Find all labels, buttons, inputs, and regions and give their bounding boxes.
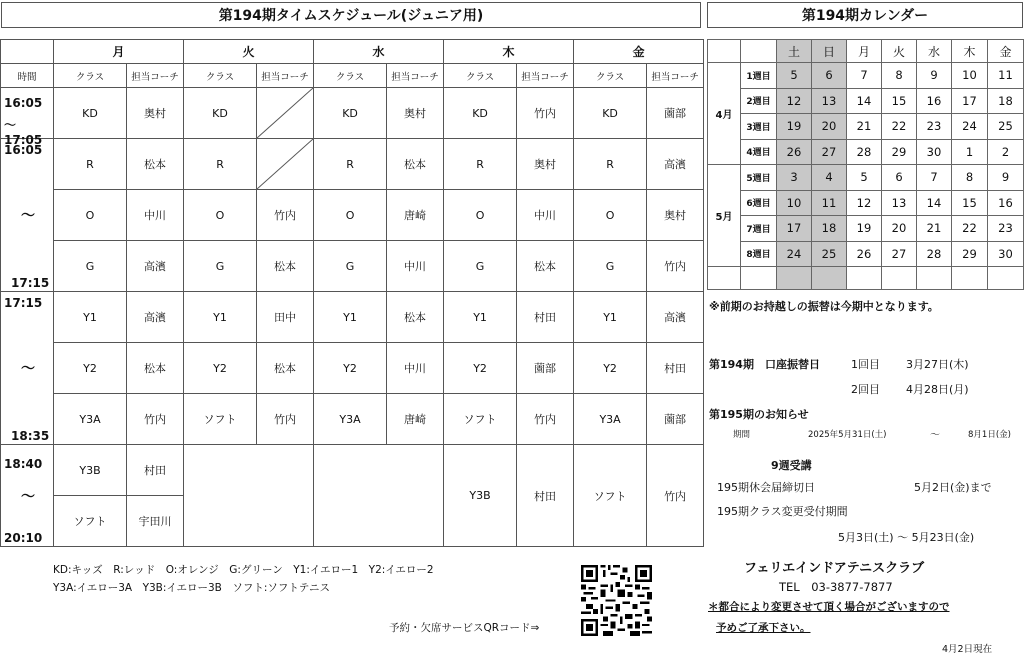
calendar-blank-row: [847, 267, 882, 290]
class-cell: Y3A: [574, 394, 647, 445]
change-notice: ＊都合により変更させて頂く場合がございますので: [708, 601, 950, 613]
coach-cell: 竹内: [647, 241, 704, 292]
period-end: 8月1日(金): [968, 430, 1011, 440]
calendar-day: 13: [812, 88, 847, 114]
coach-cell: 田中: [257, 292, 314, 343]
calendar-day: 12: [847, 190, 882, 216]
weekday-header: 土: [777, 40, 812, 63]
day-header: 火: [184, 40, 314, 64]
coach-cell: 奥村: [387, 88, 444, 139]
class-cell: Y3B: [54, 445, 127, 496]
calendar-day: 8: [882, 63, 917, 89]
coach-cell: 中川: [387, 241, 444, 292]
coach-header: 担当コーチ: [257, 64, 314, 88]
calendar-day: 26: [847, 241, 882, 267]
coach-cell: 竹内: [517, 394, 574, 445]
calendar-blank-row: [708, 267, 741, 290]
club-name: フェリエインドアテニスクラブ: [744, 561, 925, 576]
class-header: クラス: [54, 64, 127, 88]
calendar-day: 15: [952, 190, 988, 216]
class-cell: O: [314, 190, 387, 241]
transfer-2-date: 4月28日(月): [906, 383, 969, 396]
time-slot-3: [1, 292, 54, 445]
calendar-day: 19: [847, 216, 882, 242]
calendar-day: 16: [917, 88, 952, 114]
empty-slash-cell: [257, 139, 314, 190]
calendar-blank-row: [917, 267, 952, 290]
class-header: クラス: [314, 64, 387, 88]
week-label: 1週目: [741, 63, 777, 89]
next-term-title: 第195期のお知らせ: [709, 408, 809, 421]
class-cell: R: [574, 139, 647, 190]
schedule-table: [0, 39, 704, 547]
class-cell: Y3A: [54, 394, 127, 445]
calendar-day: 8: [952, 165, 988, 191]
coach-header: 担当コーチ: [387, 64, 444, 88]
calendar-day: 11: [988, 63, 1024, 89]
class-cell: G: [314, 241, 387, 292]
legend-line-1: KD:キッズ R:レッド O:オレンジ G:グリーン Y1:イエロー1 Y2:イエロー2: [53, 564, 434, 576]
calendar-blank-row: [882, 267, 917, 290]
class-cell: G: [54, 241, 127, 292]
coach-cell: 松本: [387, 292, 444, 343]
weekday-header: 日: [812, 40, 847, 63]
class-cell: ソフト: [54, 496, 127, 547]
coach-cell: 唐崎: [387, 190, 444, 241]
calendar-day: 27: [812, 139, 847, 165]
calendar-title: 第194期カレンダー: [707, 2, 1023, 28]
class-cell: G: [184, 241, 257, 292]
club-tel: TEL 03-3877-7877: [779, 580, 893, 594]
coach-cell: 竹内: [127, 394, 184, 445]
calendar-corner: [741, 40, 777, 63]
calendar-day: 6: [882, 165, 917, 191]
class-header: クラス: [444, 64, 517, 88]
class-cell: Y1: [574, 292, 647, 343]
calendar-day: 24: [777, 241, 812, 267]
leave-deadline-date: 5月2日(金)まで: [914, 481, 992, 494]
coach-cell: 竹内: [647, 445, 704, 547]
class-cell: Y2: [184, 343, 257, 394]
calendar-day: 5: [847, 165, 882, 191]
tilde: ～: [21, 488, 35, 505]
coach-header: 担当コーチ: [127, 64, 184, 88]
calendar-day: 30: [917, 139, 952, 165]
calendar-day: 9: [917, 63, 952, 89]
calendar-blank-row: [741, 267, 777, 290]
calendar-day: 24: [952, 114, 988, 140]
empty-slash-cell: [257, 88, 314, 139]
calendar-day: 10: [777, 190, 812, 216]
class-change-range: 5月3日(土) ～ 5月23日(金): [838, 531, 975, 544]
legend-line-2: Y3A:イエロー3A Y3B:イエロー3B ソフト:ソフトテニス: [53, 582, 330, 594]
calendar-day: 1: [952, 139, 988, 165]
coach-cell: 松本: [127, 343, 184, 394]
class-cell: KD: [54, 88, 127, 139]
calendar-day: 23: [988, 216, 1024, 242]
calendar-day: 2: [988, 139, 1024, 165]
time-end: 20:10: [4, 531, 43, 545]
class-cell: KD: [444, 88, 517, 139]
qr-code-icon[interactable]: [581, 565, 652, 636]
calendar-day: 19: [777, 114, 812, 140]
coach-cell: 村田: [127, 445, 184, 496]
calendar-day: 29: [882, 139, 917, 165]
calendar-table: [707, 39, 1024, 290]
tilde: ～: [21, 361, 35, 377]
week-label: 4週目: [741, 139, 777, 165]
calendar-day: 17: [952, 88, 988, 114]
period-tilde: ～: [930, 430, 940, 441]
leave-deadline-label: 195期休会届締切日: [717, 481, 815, 494]
calendar-day: 22: [882, 114, 917, 140]
class-cell: R: [184, 139, 257, 190]
calendar-blank-row: [952, 267, 988, 290]
coach-cell: 薗部: [647, 88, 704, 139]
weekday-header: 金: [988, 40, 1024, 63]
calendar-day: 27: [882, 241, 917, 267]
weekday-header: 木: [952, 40, 988, 63]
class-cell: O: [184, 190, 257, 241]
calendar-day: 15: [882, 88, 917, 114]
month-label: 4月: [708, 63, 741, 165]
calendar-day: 28: [847, 139, 882, 165]
nine-weeks: 9週受講: [771, 459, 812, 472]
time-start: 17:15: [4, 296, 43, 310]
class-cell: O: [574, 190, 647, 241]
class-cell: Y3B: [444, 445, 517, 547]
period-start: 2025年5月31日(土): [808, 430, 887, 440]
class-cell: ソフト: [574, 445, 647, 547]
coach-cell: 奥村: [647, 190, 704, 241]
class-header: クラス: [574, 64, 647, 88]
coach-header: 担当コーチ: [647, 64, 704, 88]
transfer-1-label: 1回目: [851, 358, 880, 371]
coach-cell: 高濱: [127, 241, 184, 292]
week-label: 5週目: [741, 165, 777, 191]
tilde: ～: [21, 208, 35, 224]
calendar-day: 6: [812, 63, 847, 89]
calendar-day: 30: [988, 241, 1024, 267]
class-cell: R: [54, 139, 127, 190]
calendar-day: 5: [777, 63, 812, 89]
calendar-day: 4: [812, 165, 847, 191]
calendar-day: 28: [917, 241, 952, 267]
month-label: 5月: [708, 165, 741, 267]
coach-cell: 村田: [517, 292, 574, 343]
coach-cell: 薗部: [517, 343, 574, 394]
calendar-day: 9: [988, 165, 1024, 191]
calendar-day: 29: [952, 241, 988, 267]
week-label: 6週目: [741, 190, 777, 216]
time-end: 17:15: [11, 276, 50, 290]
coach-cell: 奥村: [517, 139, 574, 190]
transfer-title: 第194期 口座振替日: [709, 358, 820, 371]
coach-cell: 宇田川: [127, 496, 184, 547]
empty-cell: [184, 445, 314, 547]
time-end: ～17:05: [4, 118, 43, 147]
calendar-day: 7: [917, 165, 952, 191]
weekday-header: 火: [882, 40, 917, 63]
coach-cell: 奥村: [127, 88, 184, 139]
calendar-day: 14: [917, 190, 952, 216]
calendar-day: 10: [952, 63, 988, 89]
weekday-header: 月: [847, 40, 882, 63]
calendar-day: 25: [988, 114, 1024, 140]
corner-cell: [1, 40, 54, 64]
class-cell: Y1: [184, 292, 257, 343]
transfer-2-label: 2回目: [851, 383, 880, 396]
class-cell: Y2: [444, 343, 517, 394]
week-label: 2週目: [741, 88, 777, 114]
coach-cell: 高濱: [127, 292, 184, 343]
week-label: 7週目: [741, 216, 777, 242]
class-cell: Y1: [54, 292, 127, 343]
coach-cell: 松本: [257, 343, 314, 394]
time-end: 18:35: [11, 429, 50, 443]
class-cell: Y1: [444, 292, 517, 343]
carryover-note: ※前期のお持越しの振替は今期中となります。: [709, 300, 939, 313]
coach-cell: 薗部: [647, 394, 704, 445]
week-label: 8週目: [741, 241, 777, 267]
time-start: 18:40: [4, 457, 43, 471]
time-slot-1: [1, 88, 54, 147]
time-start: 16:05: [4, 143, 43, 157]
class-cell: Y3A: [314, 394, 387, 445]
class-header: クラス: [184, 64, 257, 88]
class-cell: ソフト: [184, 394, 257, 445]
calendar-day: 21: [847, 114, 882, 140]
class-cell: R: [314, 139, 387, 190]
calendar-blank-row: [777, 267, 812, 290]
coach-cell: 竹内: [517, 88, 574, 139]
calendar-day: 18: [988, 88, 1024, 114]
coach-cell: 竹内: [257, 190, 314, 241]
class-cell: Y2: [54, 343, 127, 394]
calendar-day: 25: [812, 241, 847, 267]
coach-cell: 高濱: [647, 292, 704, 343]
time-slot-4: [1, 445, 54, 547]
class-cell: G: [574, 241, 647, 292]
day-header: 水: [314, 40, 444, 64]
class-change-label: 195期クラス変更受付期間: [717, 505, 848, 518]
time-slot-2: [1, 139, 54, 292]
day-header: 木: [444, 40, 574, 64]
class-cell: R: [444, 139, 517, 190]
as-of-date: 4月2日現在: [942, 644, 993, 655]
calendar-day: 26: [777, 139, 812, 165]
coach-cell: 村田: [517, 445, 574, 547]
class-cell: ソフト: [444, 394, 517, 445]
coach-cell: 松本: [387, 139, 444, 190]
calendar-day: 20: [882, 216, 917, 242]
calendar-day: 23: [917, 114, 952, 140]
calendar-corner: [708, 40, 741, 63]
calendar-day: 22: [952, 216, 988, 242]
calendar-day: 13: [882, 190, 917, 216]
coach-cell: 村田: [647, 343, 704, 394]
day-header: 月: [54, 40, 184, 64]
class-cell: Y1: [314, 292, 387, 343]
coach-cell: 松本: [517, 241, 574, 292]
calendar-day: 7: [847, 63, 882, 89]
class-cell: KD: [314, 88, 387, 139]
calendar-day: 16: [988, 190, 1024, 216]
day-header: 金: [574, 40, 704, 64]
coach-cell: 竹内: [257, 394, 314, 445]
transfer-1-date: 3月27日(木): [906, 358, 969, 371]
time-header: 時間: [1, 64, 54, 88]
schedule-title: 第194期タイムスケジュール(ジュニア用): [1, 2, 701, 28]
qr-label: 予約・欠席サービスQRコード⇒: [389, 622, 540, 634]
calendar-blank-row: [812, 267, 847, 290]
calendar-blank-row: [988, 267, 1024, 290]
period-label: 期間: [733, 430, 751, 440]
change-notice-2: 予めご了承下さい。: [716, 622, 811, 634]
coach-cell: 中川: [517, 190, 574, 241]
calendar-day: 20: [812, 114, 847, 140]
class-cell: Y2: [314, 343, 387, 394]
class-cell: KD: [574, 88, 647, 139]
calendar-day: 18: [812, 216, 847, 242]
class-cell: G: [444, 241, 517, 292]
time-start: 16:05: [4, 96, 43, 110]
weekday-header: 水: [917, 40, 952, 63]
coach-cell: 松本: [127, 139, 184, 190]
coach-cell: 唐崎: [387, 394, 444, 445]
calendar-day: 3: [777, 165, 812, 191]
coach-cell: 松本: [257, 241, 314, 292]
class-cell: O: [444, 190, 517, 241]
coach-header: 担当コーチ: [517, 64, 574, 88]
calendar-day: 12: [777, 88, 812, 114]
calendar-day: 14: [847, 88, 882, 114]
calendar-day: 17: [777, 216, 812, 242]
class-cell: KD: [184, 88, 257, 139]
class-cell: O: [54, 190, 127, 241]
class-cell: Y2: [574, 343, 647, 394]
calendar-day: 11: [812, 190, 847, 216]
coach-cell: 高濱: [647, 139, 704, 190]
coach-cell: 中川: [387, 343, 444, 394]
coach-cell: 中川: [127, 190, 184, 241]
empty-cell: [314, 445, 444, 547]
calendar-day: 21: [917, 216, 952, 242]
week-label: 3週目: [741, 114, 777, 140]
